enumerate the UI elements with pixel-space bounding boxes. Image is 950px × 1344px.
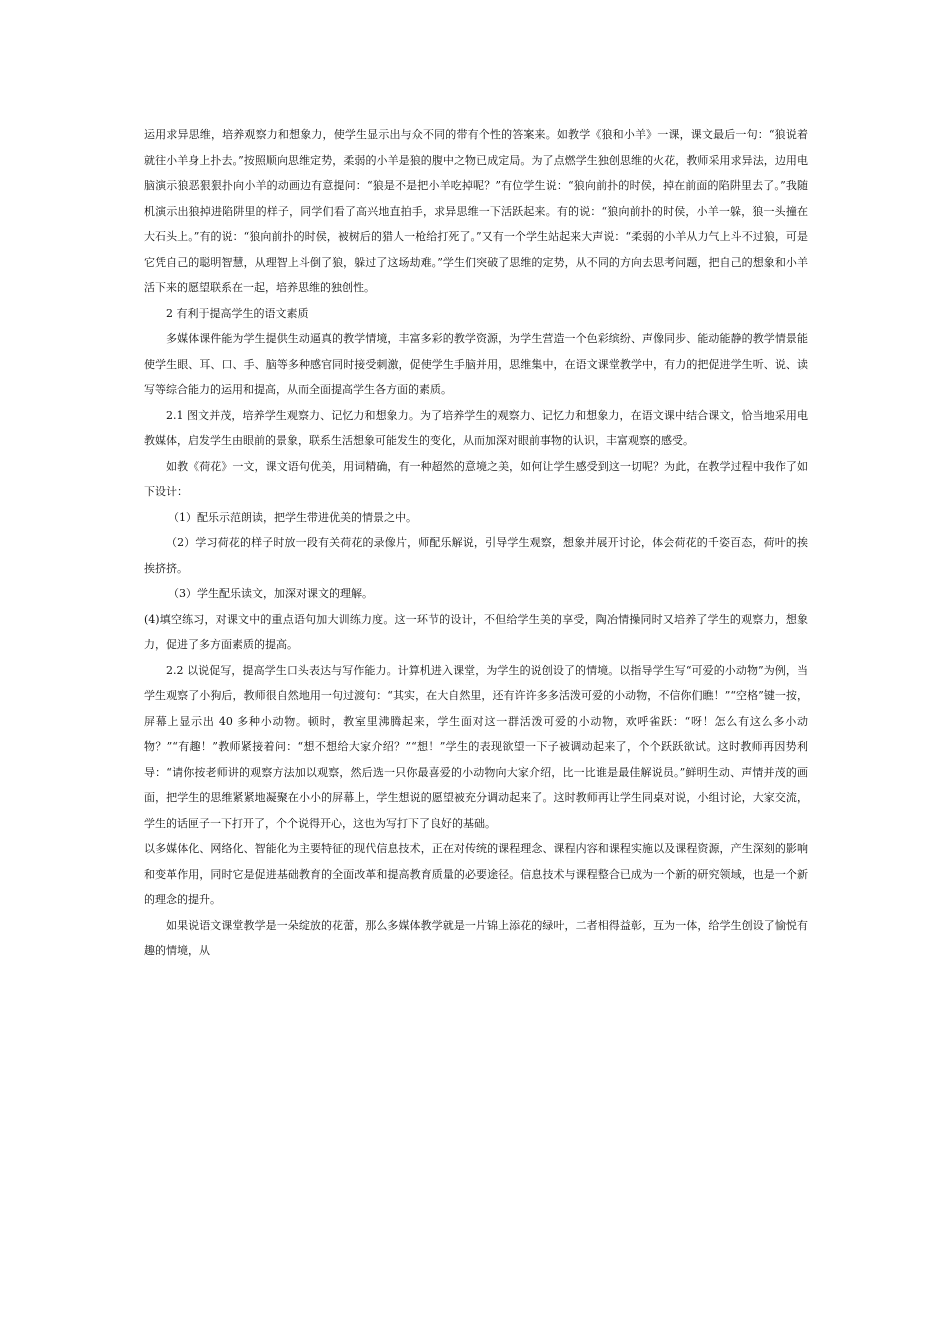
section-heading-2: 2 有利于提高学生的语文素质 (166, 306, 309, 320)
list-item-2: （2）学习荷花的样子时放一段有关荷花的录像片，师配乐解说，引导学生观察，想象并展开讨论，体会荷花的千姿百态，荷叶的挨挨挤挤。 (144, 536, 808, 575)
list-item-1: （1）配乐示范朗读，把学生带进优美的情景之中。 (168, 510, 417, 524)
paragraph-info-tech: 以多媒体化、网络化、智能化为主要特征的现代信息技术，正在对传统的课程理念、课程内容和课程实施以及课程资源，产生深刻的影响和变革作用，同时它是促进基础教育的全面改革和提高教育质量的必要途径。信息技术与课程整合已成为一个新的研究领域，也是一个新的理念的提升。 (144, 842, 808, 906)
paragraph-conclusion: 如果说语文课堂教学是一朵绽放的花蕾，那么多媒体教学就是一片锦上添花的绿叶，二者相得益彰，互为一体，给学生创设了愉悦有趣的情境，从 (144, 918, 808, 957)
paragraph-hehua: 如教《荷花》一文，课文语句优美，用词精确，有一种超然的意境之美，如何让学生感受到这一切呢？为此，在教学过程中我作了如下设计： (144, 459, 808, 498)
subsection-2-2: 2.2 以说促写，提高学生口头表达与写作能力。计算机进入课堂，为学生的说创设了的情境。以指导学生写“可爱的小动物”为例，当学生观察了小狗后，教师很自然地用一句过渡句：“其实，在大自然里，还有许许多多活泼可爱的小动物，不信你们瞧！”“空格”键一按，屏幕上显示出 40 多种小动物。顿时，教室里沸腾起来，学生面对这一群活泼可爱的小动物，欢呼雀跃：“呀！怎么有这么多小动物？”“有趣！”教师紧接着问：“想不想给大家介绍？”“想！”学生的表现欲望一下子被调动起来了，个个跃跃欲试。这时教师再因势利导：“请你按老师讲的观察方法加以观察，然后选一只你最喜爱的小动物向大家介绍，比一比谁是最佳解说员。”鲜明生动、声情并茂的画面，把学生的思维紧紧地凝聚在小小的屏幕上，学生想说的愿望被充分调动起来了。这时教师再让学生同桌对说，小组讨论，大家交流，学生的话匣子一下打开了，个个说得开心，这也为写打下了良好的基础。 (144, 663, 808, 830)
paragraph-multimedia: 多媒体课件能为学生提供生动逼真的教学情境，丰富多彩的教学资源，为学生营造一个色彩缤纷、声像同步、能动能静的教学情景能使学生眼、耳、口、手、脑等多种感官同时接受刺激，促使学生手脑并用，思维集中，在语文课堂教学中，有力的把促进学生听、说、读写等综合能力的运用和提高，从而全面提高学生各方面的素质。 (144, 332, 808, 396)
list-item-4: (4)填空练习，对课文中的重点语句加大训练力度。这一环节的设计，不但给学生美的享受，陶冶情操同时又培养了学生的观察力，想象力，促进了多方面素质的提高。 (144, 612, 808, 651)
list-item-3: （3）学生配乐读文，加深对课文的理解。 (168, 587, 373, 600)
paragraph-intro-continuation: 运用求异思维，培养观察力和想象力，使学生显示出与众不同的带有个性的答案来。如教学《狼和小羊》一课，课文最后一句：“狼说着就往小羊身上扑去。”按照顺向思维定势，柔弱的小羊是狼的腹中之物已成定局。为了点燃学生独创思维的火花，教师采用求异法，边用电脑演示狼恶狠狠扑向小羊的动画边有意提问：“狼是不是把小羊吃掉呢？”有位学生说：“狼向前扑的时侯，掉在前面的陷阱里去了。”我随机演示出狼掉进陷阱里的样子，同学们看了高兴地直拍手，求异思维一下活跃起来。有的说：“狼向前扑的时侯，小羊一躲，狼一头撞在大石头上。”有的说：“狼向前扑的时侯，被树后的猎人一枪给打死了。”又有一个学生站起来大声说：“柔弱的小羊从力气上斗不过狼，可是它凭自己的聪明智慧，从理智上斗倒了狼，躲过了这场劫难。”学生们突破了思维的定势，从不同的方向去思考问题，把自己的想象和小羊活下来的愿望联系在一起，培养思维的独创性。 (144, 128, 808, 294)
subsection-2-1: 2.1 图文并茂，培养学生观察力、记忆力和想象力。为了培养学生的观察力、记忆力和想象力，在语文课中结合课文，恰当地采用电教媒体，启发学生由眼前的景象，联系生活想象可能发生的变化，从而加深对眼前事物的认识，丰富观察的感受。 (144, 408, 808, 447)
document-body (144, 122, 808, 964)
